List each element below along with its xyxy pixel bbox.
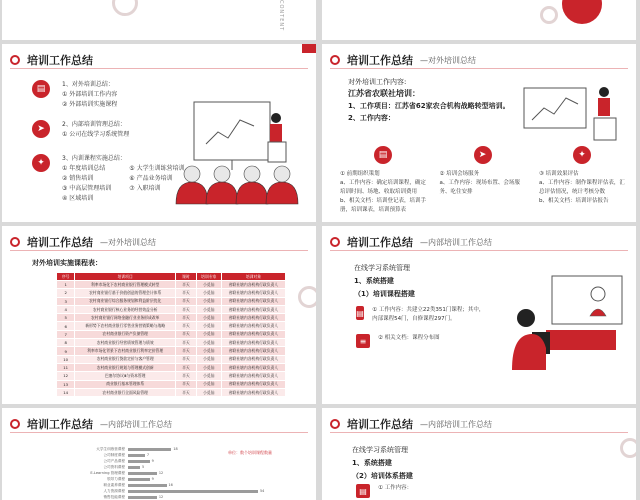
table-cell: 4 — [57, 305, 75, 313]
course-table — [56, 272, 286, 397]
decor-ring — [112, 0, 138, 16]
document-icon: ▤ — [356, 306, 364, 320]
agenda-group-2 — [32, 120, 129, 140]
table-row — [57, 355, 286, 363]
compass-icon: ✦ — [573, 146, 591, 164]
chart-bar — [128, 454, 145, 457]
table-cell: 利率市场化背景下农村商业银行利率定价管理 — [75, 347, 176, 355]
slide-thumb-top-left[interactable] — [2, 0, 316, 40]
table-cell: 小觅仙 — [196, 305, 221, 313]
table-cell: 半天 — [176, 314, 197, 322]
table-cell: 5 — [57, 314, 75, 322]
column-head: ② 培训会场服务 — [439, 171, 480, 177]
work-item — [356, 484, 412, 498]
table-cell: 农村商业银行综合服务规划和利益阶层优化 — [75, 297, 176, 305]
agenda-line: ④ 区域培训 — [62, 195, 94, 202]
table-cell: 小觅仙 — [196, 388, 221, 396]
content-label: 对外培训工作内容: — [348, 78, 407, 86]
agenda-line: ③ 中高层管理培训 — [62, 185, 112, 192]
slide-header — [10, 52, 93, 68]
section-heading: 1、系统搭建 — [354, 277, 394, 285]
table-cell: 省联社辖内各机构行政负责人 — [221, 339, 285, 347]
table-cell: 省联社辖内各机构行政负责人 — [221, 281, 285, 289]
decor-red-circle — [562, 0, 602, 24]
slide-header — [10, 416, 172, 432]
project-line: 1、工作项目：江苏省62家农合机构战略转型培训。 — [348, 102, 510, 110]
table-row — [57, 388, 286, 396]
table-cell: 省联社辖内各机构行政负责人 — [221, 314, 285, 322]
decor-ring — [620, 438, 636, 458]
work-column-3 — [539, 146, 625, 215]
chart-value-label: 12 — [158, 471, 164, 475]
chart-category-label: 公司资料课程 — [103, 464, 125, 469]
table-cell: 小觅仙 — [196, 314, 221, 322]
table-cell: 14 — [57, 388, 75, 396]
table-cell: 省联社辖内各机构行政负责人 — [221, 322, 285, 330]
slide-header — [10, 234, 156, 250]
table-cell: 3 — [57, 297, 75, 305]
table-cell: 省联社辖内各机构行政负责人 — [221, 305, 285, 313]
table-cell: 省联社辖内各机构行政负责人 — [221, 297, 285, 305]
chart-value-label: 7 — [146, 453, 150, 457]
agenda-line: ① 外部培训工作内容 — [62, 91, 118, 98]
table-cell: 农村商业银行全面风险管理 — [75, 388, 176, 396]
table-cell: 12 — [57, 372, 75, 380]
header-divider — [10, 432, 308, 433]
table-cell: 农村商业银行经营绩效管理与绩效 — [75, 339, 176, 347]
slide-header — [330, 234, 492, 250]
table-cell: 巴塞尔协议Ⅲ与资本管理 — [75, 372, 176, 380]
table-caption: 对外培训实施课程表： — [32, 259, 102, 267]
slide-subtitle: —内部培训工作总结 — [420, 419, 492, 429]
system-label: 在线学习系统管理 — [354, 264, 410, 272]
table-cell: 1 — [57, 281, 75, 289]
table-cell: 2 — [57, 289, 75, 297]
agenda-line: ① 年度培训总结 — [62, 165, 106, 172]
table-cell: 小觅仙 — [196, 339, 221, 347]
chart-category-label: 公司制度课程 — [103, 452, 125, 457]
subsection-heading: （1）培训课程搭建 — [354, 290, 415, 298]
work-item-text: ① 工作内容：共建立22类351门课程；其中，内部课程54门，自修课程297门。 — [372, 307, 485, 322]
doc-item-text: ② 相关文档：课程分布图 — [378, 335, 440, 341]
slide-title: 培训工作总结 — [27, 418, 93, 431]
chart-category-label: 销售技能课程 — [103, 494, 125, 499]
column-header: 培训对象 — [221, 273, 285, 281]
table-cell: 农村商业银行资产负债管理 — [75, 330, 176, 338]
table-cell: 省联社辖内各机构行政负责人 — [221, 355, 285, 363]
table-row — [57, 281, 286, 289]
subsection-heading: （2）培训体系搭建 — [352, 472, 413, 480]
document-icon: ▤ — [374, 146, 392, 164]
table-cell: 半天 — [176, 380, 197, 388]
column-header: 课时 — [176, 273, 197, 281]
table-row — [57, 322, 286, 330]
agenda-line: ⑦ 入职培训 — [129, 185, 161, 192]
table-row — [57, 330, 286, 338]
work-column-1 — [340, 146, 426, 215]
chart-category-label: 大学生训练营课程 — [96, 446, 125, 451]
column-header: 培训项目 — [75, 273, 176, 281]
column-head: ① 前期组织策划 — [340, 171, 380, 177]
slide-6-internal-training[interactable] — [322, 408, 636, 500]
slide-5-course-chart[interactable] — [2, 408, 316, 500]
table-cell: 半天 — [176, 339, 197, 347]
chart-bar-row — [78, 494, 264, 500]
agenda-head: 2、内部培训管理总结： — [62, 121, 126, 128]
vertical-content-text: CONTENT — [278, 0, 284, 32]
header-marker-icon — [330, 419, 340, 429]
compass-icon: ✦ — [32, 154, 50, 172]
table-cell: 省联社辖内各机构行政负责人 — [221, 372, 285, 380]
agenda-line: ⑥ 产品业务培训 — [129, 175, 173, 182]
chart-bar — [128, 466, 140, 469]
chart-value-label: 9 — [151, 459, 154, 463]
header-divider — [10, 68, 308, 69]
table-cell: 13 — [57, 380, 75, 388]
table-cell: 省联社辖内各机构行政负责人 — [221, 330, 285, 338]
external-content — [348, 76, 510, 124]
table-cell: 半天 — [176, 330, 197, 338]
header-marker-icon — [330, 55, 340, 65]
table-row — [57, 339, 286, 347]
column-line: a、工作内容：制作课程评估表，汇总评估情况，统计考核分数 — [539, 180, 625, 195]
chart-bar — [128, 460, 150, 463]
course-bar-chart — [78, 446, 264, 500]
column-header: 序号 — [57, 273, 75, 281]
table-cell: 农村商业银行核心业务的经营效益分析 — [75, 305, 176, 313]
table-row — [57, 363, 286, 371]
slide-title: 培训工作总结 — [347, 418, 413, 431]
org-title: 江苏省农联社培训： — [348, 89, 420, 98]
chart-category-label: 领导力课程 — [107, 476, 125, 481]
table-row — [57, 297, 286, 305]
table-cell: 7 — [57, 330, 75, 338]
column-line: b、相关文档：培训评估报告 — [539, 198, 609, 204]
column-line: a、工作内容：确定培训课程，确定培训时间、场地、收取培训费用 — [340, 180, 426, 195]
chart-category-label: E-Learning 管理课程 — [90, 470, 125, 475]
slide-header — [330, 52, 476, 68]
table-cell: 半天 — [176, 347, 197, 355]
table-header-row — [57, 273, 286, 281]
chart-value-label: 16 — [168, 483, 173, 487]
doc-item — [356, 334, 440, 348]
table-cell: 小觅仙 — [196, 297, 221, 305]
slide-title: 培训工作总结 — [27, 236, 93, 249]
table-cell: 利率市场化下农村商业银行管理模式转型 — [75, 281, 176, 289]
slide-subtitle: —内部培训工作总结 — [100, 419, 172, 429]
work-column-2 — [440, 146, 526, 215]
internal-content — [352, 444, 413, 483]
chart-value-label: 54 — [260, 489, 265, 493]
table-row — [57, 372, 286, 380]
table-cell: 小觅仙 — [196, 281, 221, 289]
header-divider — [10, 250, 308, 251]
table-cell: 省联社辖内各机构行政负责人 — [221, 380, 285, 388]
slide-title: 培训工作总结 — [347, 236, 413, 249]
system-label: 在线学习系统管理 — [352, 446, 408, 454]
online-learning-illustration — [502, 272, 627, 372]
header-divider — [330, 250, 628, 251]
slide-title: 培训工作总结 — [347, 54, 413, 67]
chart-value-label: 18 — [173, 447, 178, 451]
column-line: b、相关文档：培训登记表，培训手册，培训课表，培训预算表 — [340, 198, 426, 213]
table-cell: 半天 — [176, 372, 197, 380]
document-icon: ▤ — [356, 484, 370, 498]
chart-category-label: 公司产品课程 — [103, 458, 125, 463]
table-row — [57, 380, 286, 388]
table-cell: 小觅仙 — [196, 330, 221, 338]
slide-3-course-table[interactable] — [2, 226, 316, 404]
chart-value-label: 9 — [151, 477, 154, 481]
table-cell: 小觅仙 — [196, 322, 221, 330]
table-cell: 省联社辖内各机构行政负责人 — [221, 388, 285, 396]
agenda-line: ⑤ 大学生训练营培训 — [129, 165, 185, 172]
chart-bar — [128, 496, 157, 499]
table-cell: 农村商业银行基于价值创造的管理会计体系 — [75, 289, 176, 297]
chart-bar — [128, 484, 167, 487]
slide-subtitle: —对外培训总结 — [100, 237, 156, 247]
table-cell: 半天 — [176, 281, 197, 289]
chart-value-label: 12 — [158, 495, 164, 499]
table-cell: 小觅仙 — [196, 363, 221, 371]
table-cell: 半天 — [176, 388, 197, 396]
table-cell: 农村商业银行网络金融行业业务形成改革 — [75, 314, 176, 322]
table-cell: 半天 — [176, 355, 197, 363]
section-heading: 1、系统搭建 — [352, 459, 392, 467]
table-cell: 小觅仙 — [196, 380, 221, 388]
table-cell: 半天 — [176, 289, 197, 297]
column-header: 培训专家 — [196, 273, 221, 281]
agenda-head: 3、内训课程实施总结： — [62, 155, 126, 162]
send-icon: ➤ — [32, 120, 50, 138]
send-icon: ➤ — [474, 146, 492, 164]
header-divider — [330, 68, 628, 69]
table-cell: 11 — [57, 363, 75, 371]
chart-bar — [128, 490, 258, 493]
slide-4-internal-training[interactable] — [322, 226, 636, 404]
table-cell: 农村商业银行规划与管理模式创新 — [75, 363, 176, 371]
decor-ring — [298, 286, 316, 308]
header-marker-icon — [10, 237, 20, 247]
table-row — [57, 314, 286, 322]
column-line: a、工作内容：现场布置、会场服务、吃住安排 — [439, 180, 520, 195]
header-marker-icon — [10, 419, 20, 429]
table-cell: 省联社辖内各机构行政负责人 — [221, 363, 285, 371]
table-cell: 省联社辖内各机构行政负责人 — [221, 289, 285, 297]
slide-header — [330, 416, 492, 432]
table-row — [57, 289, 286, 297]
work-columns — [340, 146, 625, 215]
agenda-line: ① 公司在线学习系统管理 — [62, 131, 130, 138]
table-cell: 9 — [57, 347, 75, 355]
internal-content — [354, 262, 415, 301]
work-item-text: ① 工作内容： — [378, 485, 413, 491]
classroom-illustration — [172, 96, 302, 208]
work-line: 2、工作内容： — [348, 114, 395, 122]
table-cell: 新形势下农村商业银行零售业务营销策略与战略 — [75, 322, 176, 330]
chart-category-label: 职业素养课程 — [103, 482, 125, 487]
header-divider — [330, 432, 628, 433]
slide-subtitle: —对外培训总结 — [420, 55, 476, 65]
table-cell: 半天 — [176, 322, 197, 330]
agenda-line: ② 外部培训实施课程 — [62, 101, 118, 108]
table-cell: 小觅仙 — [196, 289, 221, 297]
chart-bar — [128, 478, 150, 481]
table-cell: 小觅仙 — [196, 372, 221, 380]
agenda-head: 1、对外培训总结： — [62, 81, 114, 88]
corner-tag — [302, 44, 316, 53]
agenda-group-3 — [32, 154, 185, 204]
chart-unit-label: 单位：数个培训课程数量 — [228, 450, 272, 455]
table-cell: 省联社辖内各机构行政负责人 — [221, 347, 285, 355]
presentation-illustration — [518, 80, 628, 144]
doc-stack-icon: ≡ — [356, 334, 370, 348]
header-marker-icon — [10, 55, 20, 65]
slide-title: 培训工作总结 — [27, 54, 93, 67]
chart-bar — [128, 472, 157, 475]
chart-bar — [128, 448, 171, 451]
decor-ring — [540, 6, 558, 24]
table-cell: 半天 — [176, 305, 197, 313]
table-cell: 商业银行基本管理体系 — [75, 380, 176, 388]
slide-thumb-top-right[interactable] — [322, 0, 636, 40]
slide-subtitle: —内部培训工作总结 — [420, 237, 492, 247]
document-icon: ▤ — [32, 80, 50, 98]
agenda-group-1 — [32, 80, 117, 110]
slide-2-external-training[interactable] — [322, 44, 636, 222]
slide-1-training-summary[interactable] — [2, 44, 316, 222]
table-cell: 6 — [57, 322, 75, 330]
table-row — [57, 347, 286, 355]
table-cell: 农村商业银行贷款定价与客户管理 — [75, 355, 176, 363]
table-row — [57, 305, 286, 313]
agenda-line: ② 销售培训 — [62, 175, 94, 182]
table-cell: 小觅仙 — [196, 347, 221, 355]
table-cell: 8 — [57, 339, 75, 347]
table-cell: 小觅仙 — [196, 355, 221, 363]
header-marker-icon — [330, 237, 340, 247]
table-body — [57, 281, 286, 397]
table-cell: 10 — [57, 355, 75, 363]
work-item — [356, 306, 486, 324]
table-cell: 半天 — [176, 363, 197, 371]
chart-category-label: 人力资源课程 — [103, 488, 125, 493]
table-cell: 半天 — [176, 297, 197, 305]
chart-value-label: 5 — [142, 465, 145, 469]
column-head: ③ 培训效果评估 — [539, 171, 579, 177]
